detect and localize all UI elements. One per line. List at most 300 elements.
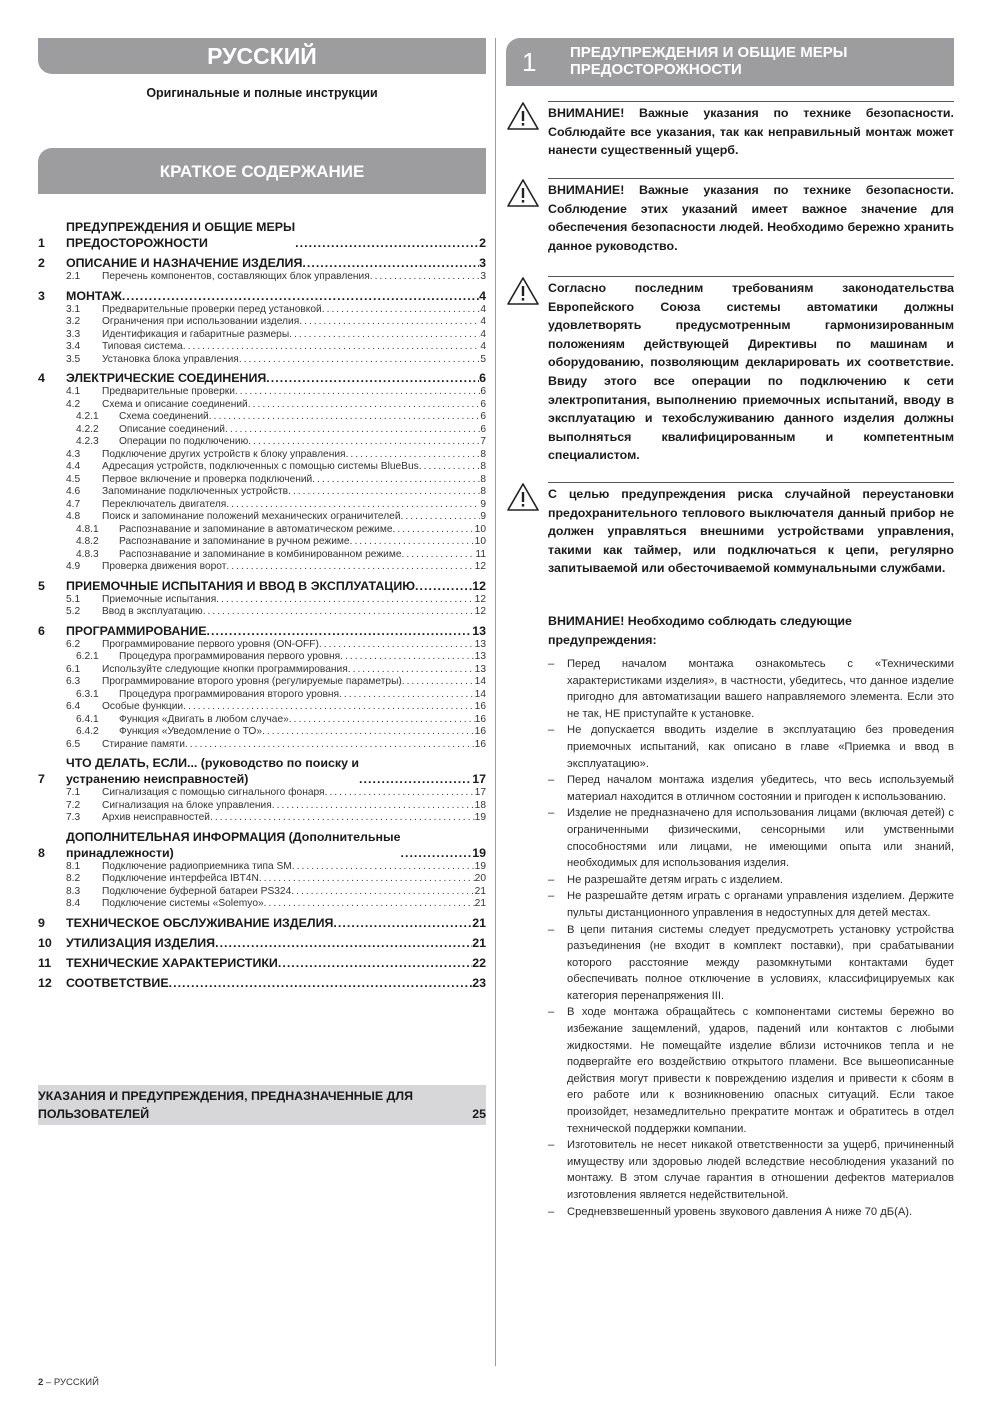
toc-leader-dots xyxy=(183,701,475,714)
toc-subsection-text: Подключение интерфейса IBT4N xyxy=(102,873,259,884)
toc-subsection-6-1[interactable] xyxy=(38,664,486,677)
toc-subsection-4-8[interactable] xyxy=(38,511,486,524)
toc-subsection-4-8-1[interactable] xyxy=(38,524,486,537)
toc-subsection-text: Программирование первого уровня (ON-OFF) xyxy=(102,638,319,650)
toc-chapter-10[interactable] xyxy=(38,935,486,951)
toc-subsection-4-9[interactable] xyxy=(38,561,486,574)
toc-leader-dots xyxy=(262,726,475,739)
toc-page-number: 3 xyxy=(480,271,486,282)
toc-subsection-text: Схема соединений xyxy=(119,411,209,422)
toc-leader-dots xyxy=(339,689,475,702)
toc-subsection-title xyxy=(102,499,480,512)
users-section-entry[interactable] xyxy=(38,1085,486,1125)
toc-subsection-title xyxy=(102,898,475,911)
precaution-item: – В ходе монтажа обращайтесь с компонентами системы бережно во избежание защемлений, ударов, падений или контактов с любыми жидкостями. Не помещайте изделие вблизи источников тепла и не подвергайте его воздействию открытого пламени. Все вышеописанные действия могут привести к повреждению изделия и привести к сбоям в его работе или к возникновению опасных ситуаций. Если такое произойдет, незамедлительно прекратите монтаж и обратитесь в отдел технической поддержки компании. xyxy=(548,1004,954,1137)
toc-chapter-7[interactable] xyxy=(38,755,486,787)
toc-subsection-text: Стирание памяти xyxy=(102,738,185,750)
section-banner xyxy=(506,38,954,86)
attention-heading: ВНИМАНИЕ! Необходимо соблюдать следующие предупреждения: xyxy=(548,614,852,647)
toc-leader-dots xyxy=(264,898,475,911)
toc-leader-dots xyxy=(266,370,479,386)
toc-subsection-number: 4.5 xyxy=(66,473,81,485)
users-line-1: УКАЗАНИЯ И ПРЕДУПРЕЖДЕНИЯ, ПРЕДНАЗНАЧЕННЫЕ ДЛЯ xyxy=(38,1089,413,1103)
toc-page-number: 22 xyxy=(472,955,486,970)
toc-subsection-title xyxy=(102,304,480,317)
toc-subsection-title xyxy=(102,316,480,329)
footer-separator: – xyxy=(43,1377,54,1388)
warning-rule xyxy=(548,178,954,179)
section-number: 1 xyxy=(522,47,537,77)
toc-page-number: 4 xyxy=(480,303,486,315)
toc-leader-dots xyxy=(319,639,475,652)
toc-subsection-title xyxy=(102,354,480,367)
toc-page-number: 7 xyxy=(480,436,486,447)
warning-triangle-icon xyxy=(506,101,540,131)
toc-page-number: 12 xyxy=(474,593,486,605)
toc-leader-dots xyxy=(185,739,475,752)
toc-subsection-number: 6.2 xyxy=(66,638,81,650)
toc-subsection-4-1[interactable] xyxy=(38,386,486,399)
toc-leader-dots xyxy=(415,578,472,594)
toc-subsection-8-4[interactable] xyxy=(38,898,486,911)
precaution-item: – Изделие не предназначено для использования лицами (включая детей) с ограниченными физическими, сенсорными или умственными способностями или лицами, не имеющими опыта или знаний, необходимых для использования изделия. xyxy=(548,805,954,871)
toc-subsection-title xyxy=(119,651,475,664)
toc-subsection-number: 4.8.3 xyxy=(76,548,99,560)
toc-subsection-4-5[interactable] xyxy=(38,474,486,487)
toc-leader-dots xyxy=(401,511,481,524)
toc-leader-dots xyxy=(122,288,479,304)
toc-subsection-text: Процедура программирования первого уровня xyxy=(119,651,341,662)
toc-leader-dots xyxy=(203,606,475,619)
toc-page-number: 5 xyxy=(480,353,486,365)
toc-subsection-number: 6.1 xyxy=(66,663,81,675)
toc-chapter-title-line: ПРЕДОСТОРОЖНОСТИ xyxy=(66,236,208,250)
toc-subsection-number: 4.8.2 xyxy=(76,536,99,547)
toc-subsection-4-4[interactable] xyxy=(38,461,486,474)
toc-leader-dots xyxy=(288,486,480,499)
toc-chapter-title-line: ОПИСАНИЕ И НАЗНАЧЕНИЕ ИЗДЕЛИЯ xyxy=(66,256,303,270)
toc-subsection-4-2-3[interactable] xyxy=(38,436,486,449)
toc-subsection-title xyxy=(119,436,480,449)
toc-page-number: 12 xyxy=(472,578,486,593)
toc-chapter-number: 2 xyxy=(38,256,45,270)
toc-subsection-number: 7.3 xyxy=(66,812,81,823)
toc-subsection-title xyxy=(102,787,475,800)
toc-chapter-number: 6 xyxy=(38,623,45,638)
toc-subsection-text: Подключение буферной батареи PS324 xyxy=(102,885,292,897)
toc-subsection-text: Предварительные проверки xyxy=(102,386,235,397)
toc-chapter-title xyxy=(66,935,472,951)
language-banner: РУССКИЙ xyxy=(38,38,486,74)
toc-subsection-title xyxy=(102,639,475,652)
toc-subsection-number: 4.8.1 xyxy=(76,523,99,535)
toc-chapter-5[interactable] xyxy=(38,578,486,594)
toc-leader-dots xyxy=(340,651,475,664)
toc-page-number: 6 xyxy=(479,371,486,385)
toc-subsection-title xyxy=(119,714,475,727)
toc-subsection-number: 4.4 xyxy=(66,461,81,472)
toc-chapter-number: 10 xyxy=(38,935,52,950)
toc-chapter-number: 11 xyxy=(38,955,52,970)
toc-chapter-number: 9 xyxy=(38,915,45,930)
toc-chapter-9[interactable] xyxy=(38,915,486,931)
toc-leader-dots xyxy=(225,424,480,437)
toc-subsection-title xyxy=(119,726,475,739)
toc-page-number: 8 xyxy=(480,473,486,485)
toc-chapter-title-line: ЭЛЕКТРИЧЕСКИЕ СОЕДИНЕНИЯ xyxy=(66,371,267,385)
toc-subsection-title xyxy=(102,861,475,874)
toc-page-number: 9 xyxy=(480,498,486,510)
precaution-item: – В цепи питания системы следует предусмотреть установку устройства разъединения (не входит в комплект поставки), при срабатывании которого расстояние между разомкнутыми контактами будет обеспечивать полное отключение в условиях, классифицируемых как категория перенапряжения III. xyxy=(548,922,954,1005)
toc-subsection-text: Первое включение и проверка подключений xyxy=(102,473,313,485)
toc-page-number: 11 xyxy=(475,548,486,560)
toc-subsection-text: Функция «Двигать в любом случае» xyxy=(119,713,289,725)
toc-subsection-title xyxy=(102,474,480,487)
toc-subsection-4-8-3[interactable] xyxy=(38,549,486,562)
toc-subsection-6-4-1[interactable] xyxy=(38,714,486,727)
toc-subsection-3-2[interactable] xyxy=(38,316,486,329)
toc-leader-dots xyxy=(333,915,472,931)
precaution-item: – Не допускается вводить изделие в эксплуатацию без проведения приемочных испытаний, как описано в главе «Приемка и ввод в эксплуатацию». xyxy=(548,722,954,772)
toc-page-number: 13 xyxy=(472,623,486,638)
toc-page-number: 19 xyxy=(472,845,486,860)
toc-subsection-3-4[interactable] xyxy=(38,341,486,354)
toc-subsection-title xyxy=(119,536,475,549)
toc-page-number: 4 xyxy=(480,341,486,352)
toc-subsection-text: Подключение радиоприемника типа SM xyxy=(102,860,292,872)
toc-page-number: 17 xyxy=(474,787,486,798)
toc-subsection-title xyxy=(102,701,475,714)
precaution-item: – Перед началом монтажа ознакомьтесь с «Техническими характеристиками изделия», в частности, убедитесь, что данное изделие пригодно для автоматизации вашего направляемого элемента. Если это не так, НЕ приступайте к установке. xyxy=(548,656,954,722)
toc-leader-dots xyxy=(183,341,481,354)
toc-subsection-text: Процедура программирования второго уровня xyxy=(119,688,340,700)
toc-chapter-title-line: ТЕХНИЧЕСКИЕ ХАРАКТЕРИСТИКИ xyxy=(66,955,278,970)
toc-chapter-title-line: ДОПОЛНИТЕЛЬНАЯ ИНФОРМАЦИЯ (Дополнительные xyxy=(66,829,401,844)
toc-page-number: 16 xyxy=(474,726,486,737)
toc-subsection-7-3[interactable] xyxy=(38,812,486,825)
toc-subsection-number: 3.1 xyxy=(66,303,81,315)
toc-subsection-title xyxy=(102,486,480,499)
precaution-item: – Не разрешайте детям играть с органами управления изделием. Держите пульты дистанционного управления в недоступных для детей местах. xyxy=(548,888,954,921)
toc-subsection-4-8-2[interactable] xyxy=(38,536,486,549)
toc-chapter-title xyxy=(66,975,472,991)
toc-chapter-8[interactable] xyxy=(38,829,486,861)
toc-chapter-title xyxy=(66,578,472,594)
toc-subsection-4-7[interactable] xyxy=(38,499,486,512)
toc-subsection-8-3[interactable] xyxy=(38,886,486,899)
toc-subsection-text: Ограничения при использовании изделия xyxy=(102,316,300,327)
toc-subsection-text: Адресация устройств, подключенных с помощью системы BlueBus xyxy=(102,461,419,472)
toc-page-number: 21 xyxy=(472,935,486,950)
toc-chapter-title-line: устранению неисправностей) xyxy=(66,772,249,786)
precaution-item: – Изготовитель не несет никакой ответственности за ущерб, причиненный имуществу или здоровью людей вследствие несоблюдения указаний по монтажу. В этом случае гарантия в отношении дефектов материалов изготовления является недействительной. xyxy=(548,1137,954,1203)
toc-page-number: 8 xyxy=(480,486,486,497)
toc-leader-dots xyxy=(259,873,475,886)
toc-subsection-8-1[interactable] xyxy=(38,861,486,874)
page-footer xyxy=(38,1377,99,1388)
toc-subsection-title xyxy=(102,329,480,342)
toc-subsection-text: Архив неисправностей xyxy=(102,812,211,823)
toc-subsection-7-2[interactable] xyxy=(38,800,486,813)
toc-chapter-title-line: МОНТАЖ xyxy=(66,288,122,303)
toc-leader-dots xyxy=(295,235,479,251)
table-of-contents xyxy=(38,219,486,991)
toc-subsection-3-5[interactable] xyxy=(38,354,486,367)
toc-subsection-4-2-2[interactable] xyxy=(38,424,486,437)
toc-subsection-text: Распознавание и запоминание в комбинированном режиме xyxy=(119,548,402,560)
toc-subsection-text: Поиск и запоминание положений механических ограничителей xyxy=(102,511,401,522)
toc-subsection-text: Функция «Уведомление о ТО» xyxy=(119,726,262,737)
toc-subsection-title xyxy=(102,561,475,574)
toc-page-number: 21 xyxy=(472,915,486,930)
toc-subsection-number: 4.2 xyxy=(66,398,81,410)
toc-subsection-number: 3.2 xyxy=(66,316,81,327)
toc-leader-dots xyxy=(302,255,479,271)
toc-subsection-number: 4.2.2 xyxy=(76,423,99,435)
toc-page-number: 12 xyxy=(474,561,486,572)
toc-subsection-title xyxy=(102,386,480,399)
toc-chapter-title xyxy=(66,623,472,639)
warning-triangle-icon xyxy=(506,178,540,208)
toc-subsection-5-1[interactable] xyxy=(38,594,486,607)
toc-subsection-number: 4.8 xyxy=(66,511,81,522)
toc-subsection-number: 2.1 xyxy=(66,271,81,282)
warning-triangle-icon xyxy=(506,276,540,306)
subtitle: Оригинальные и полные инструкции xyxy=(146,86,378,100)
toc-chapter-12[interactable] xyxy=(38,975,486,991)
toc-subsection-title xyxy=(102,739,475,752)
toc-subsection-title xyxy=(102,594,475,607)
toc-page-number: 23 xyxy=(472,975,486,990)
toc-subsection-text: Сигнализация на блоке управления xyxy=(102,799,272,811)
toc-page-number: 6 xyxy=(480,423,486,435)
toc-chapter-number: 4 xyxy=(38,371,45,385)
toc-page-number: 6 xyxy=(480,398,486,410)
toc-chapter-2[interactable] xyxy=(38,255,486,271)
toc-page-number: 10 xyxy=(474,523,486,535)
toc-subsection-text: Распознавание и запоминание в автоматическом режиме xyxy=(119,523,393,535)
toc-subsection-number: 7.2 xyxy=(66,799,81,811)
toc-leader-dots xyxy=(291,886,474,899)
toc-subsection-text: Типовая система xyxy=(102,341,183,352)
toc-leader-dots xyxy=(209,411,481,424)
toc-subsection-4-2-1[interactable] xyxy=(38,411,486,424)
toc-subsection-text: Идентификация и габаритные размеры xyxy=(102,328,290,340)
toc-subsection-7-1[interactable] xyxy=(38,787,486,800)
toc-subsection-number: 6.3 xyxy=(66,676,81,687)
toc-chapter-title xyxy=(66,829,472,861)
page-number: 2 xyxy=(38,1377,44,1388)
toc-subsection-title xyxy=(119,524,475,537)
warning-text: Согласно последним требованиям законодательства Европейского Союза системы автоматики должны удовлетворять предусмотренным гармонизированным положениям действующей Директивы по машинам и оборудованию, позволяющим декларировать их соответствие. Ввиду этого все операции по подключению к сети электропитания, выполнению приемочных испытаний, вводу в эксплуатацию и техобслуживанию данного изделия должны выполняться квалифицированным и компетентным специалистом. xyxy=(548,281,954,463)
toc-subsection-text: Переключатель двигателя xyxy=(102,498,227,510)
toc-chapter-1[interactable] xyxy=(38,219,486,251)
toc-subsection-number: 3.4 xyxy=(66,341,81,352)
toc-page-number: 20 xyxy=(474,873,486,884)
toc-chapter-title xyxy=(66,955,472,971)
toc-leader-dots xyxy=(289,329,480,342)
toc-subsection-title xyxy=(102,812,475,825)
toc-subsection-text: Подключение системы «Solemyo» xyxy=(102,898,264,909)
toc-chapter-title-line: ТЕХНИЧЕСКОЕ ОБСЛУЖИВАНИЕ ИЗДЕЛИЯ xyxy=(66,915,334,930)
users-page: 25 xyxy=(472,1107,486,1121)
toc-subsection-text: Проверка движения ворот xyxy=(102,561,227,572)
toc-subsection-6-4[interactable] xyxy=(38,701,486,714)
toc-chapter-4[interactable] xyxy=(38,370,486,386)
toc-page-number: 6 xyxy=(480,386,486,397)
toc-subsection-number: 4.6 xyxy=(66,486,81,497)
toc-subsection-3-1[interactable] xyxy=(38,304,486,317)
toc-subsection-text: Операции по подключению xyxy=(119,436,249,447)
toc-chapter-number: 12 xyxy=(38,975,52,990)
toc-subsection-4-3[interactable] xyxy=(38,449,486,462)
toc-page-number: 4 xyxy=(479,288,486,303)
toc-chapter-title xyxy=(66,219,479,251)
toc-page-number: 12 xyxy=(474,606,486,617)
toc-page-number: 17 xyxy=(472,772,486,786)
toc-chapter-title-line: УТИЛИЗАЦИЯ ИЗДЕЛИЯ xyxy=(66,935,216,950)
toc-subsection-number: 6.3.1 xyxy=(76,688,99,700)
toc-chapter-title-line: ПРЕДУПРЕЖДЕНИЯ И ОБЩИЕ МЕРЫ xyxy=(66,220,296,234)
toc-page-number: 3 xyxy=(479,256,486,270)
toc-subsection-text: Программирование второго уровня (регулируемые параметры) xyxy=(102,676,402,687)
toc-leader-dots xyxy=(215,935,472,951)
toc-chapter-number: 7 xyxy=(38,772,45,786)
toc-subsection-title xyxy=(102,399,480,412)
toc-leader-dots xyxy=(325,787,475,800)
toc-chapter-number: 5 xyxy=(38,578,45,593)
toc-subsection-text: Подключение других устройств к блоку управления xyxy=(102,448,346,460)
toc-subsection-2-1[interactable] xyxy=(38,271,486,284)
toc-chapter-number: 8 xyxy=(38,845,45,860)
toc-page-number: 13 xyxy=(474,663,486,675)
toc-chapter-6[interactable] xyxy=(38,623,486,639)
toc-page-number: 9 xyxy=(480,511,486,522)
toc-chapter-11[interactable] xyxy=(38,955,486,971)
section-title-line-2: ПРЕДОСТОРОЖНОСТИ xyxy=(570,61,742,78)
precaution-item: – Перед началом монтажа изделия убедитесь, что весь используемый материал находится в отличном состоянии и пригоден к использованию. xyxy=(548,772,954,805)
toc-subsection-6-2[interactable] xyxy=(38,639,486,652)
warning-text: С целью предупреждения риска случайной переустановки предохранительного теплового выключателя данный прибор не должен управляться внешними устройствами управления, такими как таймер, или подключаться к цепи, регулярно запитываемой или обесточиваемой коммунальными службами. xyxy=(548,487,954,576)
toc-subsection-8-2[interactable] xyxy=(38,873,486,886)
toc-chapter-title-line: ПРОГРАММИРОВАНИЕ xyxy=(66,623,207,638)
toc-subsection-title xyxy=(119,689,475,702)
warning-text: ВНИМАНИЕ! Важные указания по технике безопасности. Соблюдение этих указаний имеет важное значение для обеспечения безопасности людей. Необходимо бережно хранить данное руководство. xyxy=(548,183,954,253)
toc-subsection-title xyxy=(102,341,480,354)
toc-subsection-title xyxy=(102,511,480,524)
toc-page-number: 14 xyxy=(474,676,486,687)
warning-rule xyxy=(548,101,954,102)
users-line-2: ПОЛЬЗОВАТЕЛЕЙ xyxy=(38,1107,150,1121)
toc-subsection-4-6[interactable] xyxy=(38,486,486,499)
toc-subsection-6-3[interactable] xyxy=(38,676,486,689)
toc-subsection-number: 6.4.1 xyxy=(76,713,99,725)
toc-chapter-title xyxy=(66,255,479,271)
toc-leader-dots xyxy=(402,549,476,562)
toc-chapter-title-line: ПРИЕМОЧНЫЕ ИСПЫТАНИЯ И ВВОД В ЭКСПЛУАТАЦИЮ xyxy=(66,578,416,593)
toc-subsection-title xyxy=(102,664,475,677)
toc-subsection-number: 8.3 xyxy=(66,885,81,897)
toc-page-number: 8 xyxy=(480,461,486,472)
toc-leader-dots xyxy=(359,771,472,787)
toc-leader-dots xyxy=(419,461,481,474)
toc-leader-dots xyxy=(322,304,481,317)
toc-page-number: 4 xyxy=(480,328,486,340)
toc-subsection-6-2-1[interactable] xyxy=(38,651,486,664)
toc-subsection-title xyxy=(102,271,480,284)
toc-subsection-text: Описание соединений xyxy=(119,423,225,435)
toc-page-number: 19 xyxy=(474,860,486,872)
toc-subsection-number: 4.3 xyxy=(66,448,81,460)
toc-leader-dots xyxy=(226,561,474,574)
toc-leader-dots xyxy=(312,474,480,487)
precaution-item: – Средневзвешенный уровень звукового давления А ниже 70 дБ(А). xyxy=(548,1204,954,1221)
toc-leader-dots xyxy=(292,861,475,874)
warning-rule xyxy=(548,276,954,277)
toc-subsection-text: Ввод в эксплуатацию xyxy=(102,606,203,617)
toc-subsection-number: 3.5 xyxy=(66,353,81,365)
toc-subsection-number: 8.2 xyxy=(66,873,81,884)
precaution-item: – Не разрешайте детям играть с изделием. xyxy=(548,872,954,889)
toc-subsection-title xyxy=(119,411,480,424)
toc-leader-dots xyxy=(278,955,472,971)
toc-subsection-number: 4.1 xyxy=(66,386,81,397)
toc-title: КРАТКОЕ СОДЕРЖАНИЕ xyxy=(38,148,486,194)
toc-subsection-number: 4.2.1 xyxy=(76,411,99,422)
toc-page-number: 14 xyxy=(474,688,486,700)
toc-subsection-text: Используйте следующие кнопки программирования xyxy=(102,663,348,675)
toc-page-number: 19 xyxy=(474,812,486,823)
toc-leader-dots xyxy=(346,449,481,462)
toc-subsection-5-2[interactable] xyxy=(38,606,486,619)
toc-chapter-title xyxy=(66,370,479,386)
warning-triangle-icon xyxy=(506,482,540,512)
toc-subsection-3-3[interactable] xyxy=(38,329,486,342)
toc-chapter-title-line: принадлежности) xyxy=(66,845,174,860)
toc-leader-dots xyxy=(299,316,480,329)
column-divider xyxy=(495,38,496,1366)
toc-page-number: 13 xyxy=(474,638,486,650)
toc-page-number: 21 xyxy=(474,898,486,909)
toc-leader-dots xyxy=(400,845,472,861)
section-title-line-1: ПРЕДУПРЕЖДЕНИЯ И ОБЩИЕ МЕРЫ xyxy=(570,44,848,61)
toc-subsection-number: 6.2.1 xyxy=(76,651,99,662)
toc-subsection-6-3-1[interactable] xyxy=(38,689,486,702)
toc-chapter-title xyxy=(66,915,472,931)
toc-page-number: 16 xyxy=(474,701,486,712)
toc-chapter-title-line: СООТВЕТСТВИЕ xyxy=(66,975,169,990)
toc-chapter-3[interactable] xyxy=(38,288,486,304)
toc-subsection-text: Установка блока управления xyxy=(102,353,239,365)
toc-subsection-title xyxy=(102,800,475,813)
toc-subsection-6-5[interactable] xyxy=(38,739,486,752)
footer-language: РУССКИЙ xyxy=(53,1377,99,1388)
toc-subsection-number: 4.9 xyxy=(66,561,81,572)
toc-subsection-number: 4.2.3 xyxy=(76,436,99,447)
toc-subsection-number: 5.2 xyxy=(66,606,81,617)
toc-subsection-4-2[interactable] xyxy=(38,399,486,412)
toc-page-number: 2 xyxy=(479,236,486,250)
precautions-list xyxy=(548,656,954,1220)
toc-page-number: 10 xyxy=(474,536,486,547)
toc-subsection-title xyxy=(102,886,475,899)
toc-subsection-title xyxy=(102,676,475,689)
toc-leader-dots xyxy=(239,354,481,367)
toc-subsection-text: Перечень компонентов, составляющих блок управления xyxy=(102,271,370,282)
toc-leader-dots xyxy=(169,975,473,991)
toc-leader-dots xyxy=(272,800,475,813)
toc-subsection-6-4-2[interactable] xyxy=(38,726,486,739)
